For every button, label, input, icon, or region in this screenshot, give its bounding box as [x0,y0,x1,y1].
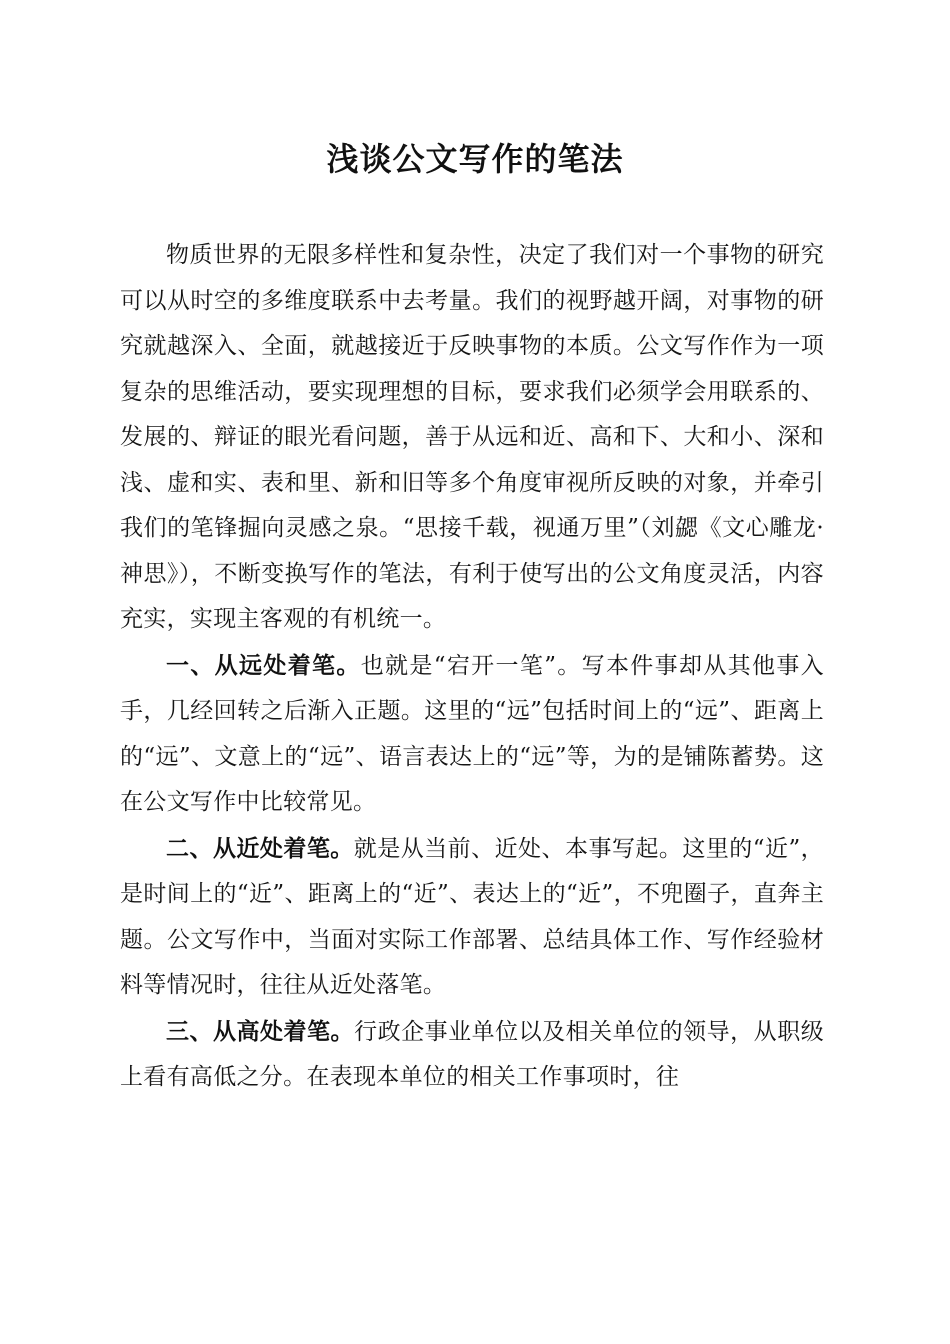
section-heading-3: 三、从高处着笔。 [166,1017,355,1045]
intro-paragraph [120,233,824,643]
document-body [120,233,824,1101]
section-paragraph-3 [120,1009,824,1101]
section-text-3: 行政企事业单位以及相关单位的领导，从职级上看有高低之分。在表现本单位的相关工作事项时，往 [120,1018,824,1090]
document-title: 浅谈公文写作的笔法 [326,140,624,178]
section-heading-2: 二、从近处着笔。 [166,834,354,862]
section-paragraph-1 [120,643,824,826]
section-text-2: 就是从当前、近处、本事写起。这里的“近”，是时间上的“近”、距离上的“近”、表达上的“近”，不兜圈子，直奔主题。公文写作中，当面对实际工作部署、总结具体工作、写作经验材料等情况时，往往从近处落笔。 [120,835,824,998]
section-text-1: 也就是“宕开一笔”。写本件事却从其他事入手，几经回转之后渐入正题。这里的“远”包括时间上的“远”、距离上的“远”、文意上的“远”、语言表达上的“远”等，为的是铺陈蓄势。这在公文写作中比较常见。 [120,652,824,815]
section-heading-1: 一、从远处着笔。 [166,651,361,679]
section-paragraph-2 [120,826,824,1009]
intro-paragraph-text: 物质世界的无限多样性和复杂性，决定了我们对一个事物的研究可以从时空的多维度联系中去考量。我们的视野越开阔，对事物的研究就越深入、全面，就越接近于反映事物的本质。公文写作作为一项复杂的思维活动，要实现理想的目标，要求我们必须学会用联系的、发展的、辩证的眼光看问题，善于从远和近、高和下、大和小、深和浅、虚和实、表和里、新和旧等多个角度审视所反映的对象，并牵引我们的笔锋掘向灵感之泉。“思接千载，视通万里”（刘勰《文心雕龙·神思》），不断变换写作的笔法，有利于使写出的公文角度灵活，内容充实，实现主客观的有机统一。 [120,242,824,632]
